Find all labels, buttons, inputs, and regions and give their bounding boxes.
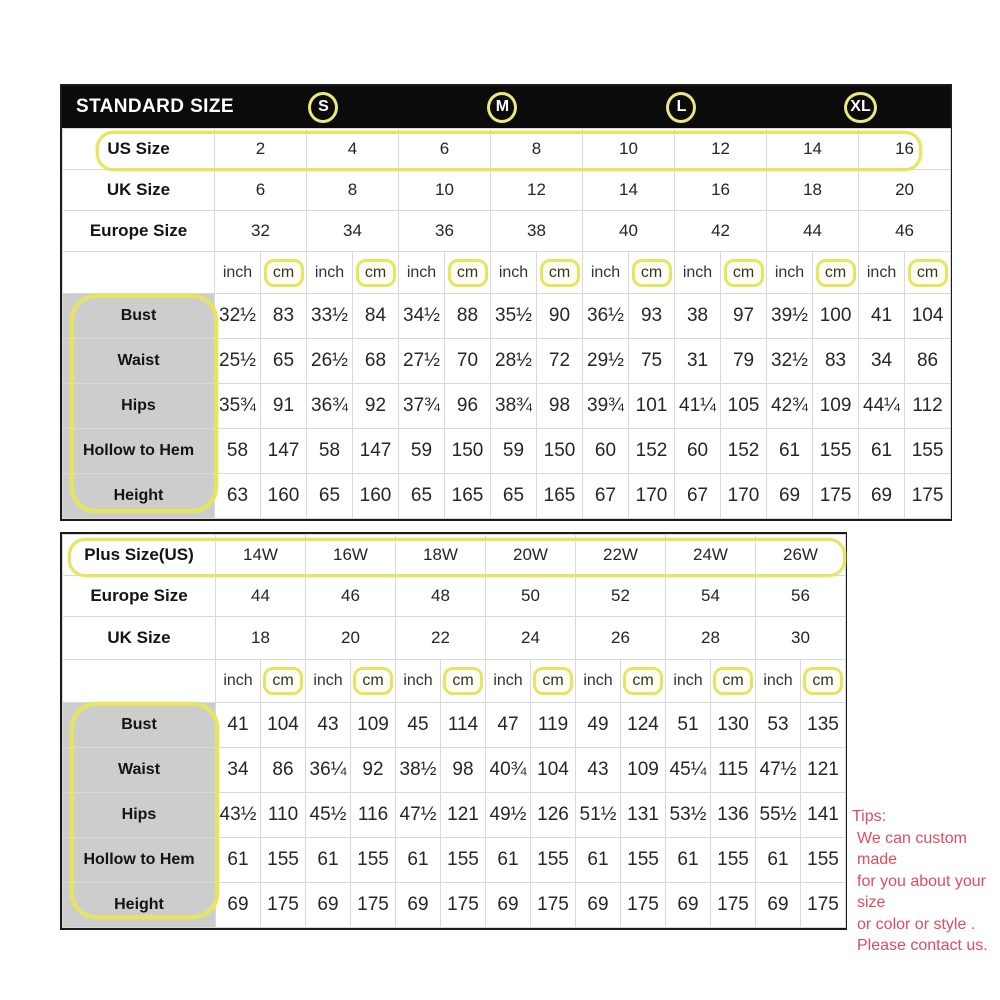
inch-unit-label: inch — [756, 660, 801, 703]
row-label: UK Size — [63, 617, 216, 660]
measure-value: 150 — [537, 429, 583, 474]
measure-value: 33½ — [307, 294, 353, 339]
measure-value: 83 — [261, 294, 307, 339]
measure-value: 37¾ — [399, 384, 445, 429]
cm-unit-cell — [813, 252, 859, 294]
measure-value: 115 — [711, 748, 756, 793]
row-label: Hollow to Hem — [63, 838, 216, 883]
measure-value: 92 — [353, 384, 399, 429]
row-label: Europe Size — [63, 576, 216, 617]
measure-value: 104 — [531, 748, 576, 793]
measure-value: 150 — [445, 429, 491, 474]
measure-value: 47 — [486, 703, 531, 748]
measure-value: 69 — [756, 883, 801, 928]
cm-unit-cell — [801, 660, 846, 703]
cm-unit-cell — [711, 660, 756, 703]
size-value: 16 — [859, 129, 951, 170]
size-value: 14 — [767, 129, 859, 170]
measure-value: 58 — [307, 429, 353, 474]
size-value: 24W — [666, 535, 756, 576]
measure-value: 72 — [537, 339, 583, 384]
size-value: 38 — [491, 211, 583, 252]
measure-value: 29½ — [583, 339, 629, 384]
size-value: 54 — [666, 576, 756, 617]
measure-value: 155 — [905, 429, 951, 474]
row-label-empty — [63, 252, 215, 294]
measure-value: 45¼ — [666, 748, 711, 793]
cm-unit-cell — [721, 252, 767, 294]
size-value: 14W — [216, 535, 306, 576]
measure-value: 67 — [583, 474, 629, 519]
inch-unit-label: inch — [767, 252, 813, 294]
measure-row — [63, 793, 846, 838]
size-value: 34 — [307, 211, 399, 252]
measure-value: 69 — [666, 883, 711, 928]
inch-unit-label: inch — [215, 252, 261, 294]
standard-size-grid — [62, 128, 951, 519]
measure-value: 55½ — [756, 793, 801, 838]
size-bubble-l: L — [666, 92, 696, 123]
measure-row — [63, 429, 951, 474]
size-value: 6 — [215, 170, 307, 211]
row-label: Waist — [63, 339, 215, 384]
measure-value: 40¾ — [486, 748, 531, 793]
measure-value: 126 — [531, 793, 576, 838]
measure-value: 27½ — [399, 339, 445, 384]
cm-unit-cell — [445, 252, 491, 294]
size-value: 28 — [666, 617, 756, 660]
size-value: 22W — [576, 535, 666, 576]
measure-value: 147 — [353, 429, 399, 474]
measure-value: 175 — [351, 883, 396, 928]
measure-value: 61 — [767, 429, 813, 474]
inch-unit-label: inch — [396, 660, 441, 703]
size-row — [63, 211, 951, 252]
size-value: 16W — [306, 535, 396, 576]
measure-value: 61 — [216, 838, 261, 883]
measure-value: 43½ — [216, 793, 261, 838]
cm-unit-cell — [353, 252, 399, 294]
size-value: 18 — [767, 170, 859, 211]
tips-note — [852, 806, 998, 957]
size-value: 18W — [396, 535, 486, 576]
measure-value: 61 — [859, 429, 905, 474]
measure-value: 124 — [621, 703, 666, 748]
measure-value: 34½ — [399, 294, 445, 339]
size-value: 44 — [216, 576, 306, 617]
size-value: 20 — [859, 170, 951, 211]
measure-value: 155 — [351, 838, 396, 883]
measure-value: 35¾ — [215, 384, 261, 429]
measure-value: 147 — [261, 429, 307, 474]
measure-value: 121 — [441, 793, 486, 838]
measure-value: 61 — [756, 838, 801, 883]
measure-value: 165 — [445, 474, 491, 519]
size-value: 56 — [756, 576, 846, 617]
measure-value: 63 — [215, 474, 261, 519]
size-value: 44 — [767, 211, 859, 252]
measure-value: 69 — [396, 883, 441, 928]
size-value: 8 — [491, 129, 583, 170]
size-value: 20W — [486, 535, 576, 576]
measure-value: 116 — [351, 793, 396, 838]
measure-value: 31 — [675, 339, 721, 384]
cm-unit-cell — [629, 252, 675, 294]
measure-value: 160 — [353, 474, 399, 519]
measure-value: 61 — [576, 838, 621, 883]
cm-unit-cell — [531, 660, 576, 703]
measure-value: 175 — [441, 883, 486, 928]
measure-value: 69 — [486, 883, 531, 928]
size-value: 22 — [396, 617, 486, 660]
measure-value: 175 — [621, 883, 666, 928]
measure-value: 69 — [767, 474, 813, 519]
measure-value: 61 — [306, 838, 351, 883]
size-value: 6 — [399, 129, 491, 170]
measure-value: 34 — [216, 748, 261, 793]
row-label: Height — [63, 474, 215, 519]
row-label: US Size — [63, 129, 215, 170]
measure-value: 61 — [486, 838, 531, 883]
size-value: 4 — [307, 129, 399, 170]
cm-unit-highlight: cm — [623, 667, 663, 695]
measure-value: 175 — [813, 474, 859, 519]
measure-value: 32½ — [215, 294, 261, 339]
cm-unit-highlight: cm — [533, 667, 573, 695]
size-value: 32 — [215, 211, 307, 252]
measure-value: 67 — [675, 474, 721, 519]
size-bubble-xl: XL — [844, 92, 876, 123]
measure-value: 59 — [491, 429, 537, 474]
measure-value: 155 — [621, 838, 666, 883]
measure-value: 65 — [491, 474, 537, 519]
measure-value: 91 — [261, 384, 307, 429]
measure-value: 39½ — [767, 294, 813, 339]
size-value: 48 — [396, 576, 486, 617]
row-label: Hollow to Hem — [63, 429, 215, 474]
measure-value: 84 — [353, 294, 399, 339]
measure-value: 98 — [537, 384, 583, 429]
size-value: 26 — [576, 617, 666, 660]
measure-value: 41 — [216, 703, 261, 748]
measure-value: 170 — [629, 474, 675, 519]
measure-value: 155 — [711, 838, 756, 883]
cm-unit-highlight: cm — [443, 667, 483, 695]
size-value: 2 — [215, 129, 307, 170]
cm-unit-highlight: cm — [816, 259, 856, 287]
row-label: Hips — [63, 793, 216, 838]
inch-unit-label: inch — [307, 252, 353, 294]
standard-size-header-bar — [62, 86, 950, 128]
measure-value: 155 — [801, 838, 846, 883]
tips-title: Tips: — [852, 808, 887, 825]
measure-value: 65 — [399, 474, 445, 519]
size-bubble-s: S — [308, 92, 338, 123]
measure-value: 75 — [629, 339, 675, 384]
inch-unit-label: inch — [306, 660, 351, 703]
measure-value: 51 — [666, 703, 711, 748]
measure-value: 155 — [531, 838, 576, 883]
measure-value: 86 — [261, 748, 306, 793]
measure-value: 135 — [801, 703, 846, 748]
cm-unit-highlight: cm — [632, 259, 672, 287]
size-bubble-m: M — [487, 92, 517, 123]
measure-value: 131 — [621, 793, 666, 838]
measure-value: 36¾ — [307, 384, 353, 429]
cm-unit-cell — [441, 660, 486, 703]
inch-unit-label: inch — [576, 660, 621, 703]
measure-value: 36¼ — [306, 748, 351, 793]
measure-value: 25½ — [215, 339, 261, 384]
measure-value: 53 — [756, 703, 801, 748]
measure-row — [63, 748, 846, 793]
unit-row — [63, 660, 846, 703]
row-label: Hips — [63, 384, 215, 429]
measure-value: 70 — [445, 339, 491, 384]
measure-value: 58 — [215, 429, 261, 474]
tips-line: We can custom made — [857, 829, 967, 868]
cm-unit-highlight: cm — [724, 259, 764, 287]
measure-value: 79 — [721, 339, 767, 384]
row-label: Europe Size — [63, 211, 215, 252]
size-bubble-row — [234, 86, 950, 128]
cm-unit-highlight: cm — [263, 667, 303, 695]
measure-value: 61 — [666, 838, 711, 883]
measure-value: 86 — [905, 339, 951, 384]
measure-value: 155 — [813, 429, 859, 474]
measure-value: 53½ — [666, 793, 711, 838]
measure-value: 45½ — [306, 793, 351, 838]
cm-unit-cell — [621, 660, 666, 703]
measure-row — [63, 474, 951, 519]
measure-value: 152 — [721, 429, 767, 474]
measure-value: 155 — [441, 838, 486, 883]
measure-value: 175 — [531, 883, 576, 928]
measure-value: 141 — [801, 793, 846, 838]
measure-row — [63, 339, 951, 384]
measure-value: 175 — [905, 474, 951, 519]
measure-value: 109 — [813, 384, 859, 429]
measure-value: 88 — [445, 294, 491, 339]
cm-unit-highlight: cm — [264, 259, 304, 287]
measure-value: 61 — [396, 838, 441, 883]
size-value: 18 — [216, 617, 306, 660]
size-row — [63, 535, 846, 576]
measure-value: 69 — [306, 883, 351, 928]
cm-unit-highlight: cm — [540, 259, 580, 287]
inch-unit-label: inch — [216, 660, 261, 703]
measure-value: 152 — [629, 429, 675, 474]
row-label: Bust — [63, 294, 215, 339]
measure-value: 38½ — [396, 748, 441, 793]
measure-value: 60 — [675, 429, 721, 474]
cm-unit-highlight: cm — [353, 667, 393, 695]
size-value: 12 — [491, 170, 583, 211]
measure-value: 26½ — [307, 339, 353, 384]
plus-size-grid — [62, 534, 846, 928]
measure-value: 41¼ — [675, 384, 721, 429]
measure-value: 175 — [711, 883, 756, 928]
cm-unit-cell — [537, 252, 583, 294]
inch-unit-label: inch — [859, 252, 905, 294]
measure-value: 44¼ — [859, 384, 905, 429]
measure-value: 100 — [813, 294, 859, 339]
measure-value: 101 — [629, 384, 675, 429]
measure-value: 68 — [353, 339, 399, 384]
cm-unit-cell — [905, 252, 951, 294]
size-row — [63, 170, 951, 211]
measure-value: 96 — [445, 384, 491, 429]
cm-unit-cell — [351, 660, 396, 703]
measure-value: 165 — [537, 474, 583, 519]
row-label: UK Size — [63, 170, 215, 211]
size-row — [63, 129, 951, 170]
size-value: 42 — [675, 211, 767, 252]
measure-row — [63, 294, 951, 339]
measure-value: 130 — [711, 703, 756, 748]
inch-unit-label: inch — [491, 252, 537, 294]
size-value: 20 — [306, 617, 396, 660]
tips-line: Please contact us. — [857, 937, 988, 954]
plus-size-table — [60, 532, 847, 930]
measure-value: 175 — [261, 883, 306, 928]
measure-value: 41 — [859, 294, 905, 339]
size-row — [63, 576, 846, 617]
size-value: 14 — [583, 170, 675, 211]
measure-value: 104 — [905, 294, 951, 339]
row-label-empty — [63, 660, 216, 703]
tips-line: for you about your size — [857, 872, 986, 911]
tips-line: or color or style . — [857, 915, 976, 933]
measure-value: 39¾ — [583, 384, 629, 429]
measure-value: 69 — [216, 883, 261, 928]
measure-value: 114 — [441, 703, 486, 748]
measure-value: 112 — [905, 384, 951, 429]
measure-value: 42¾ — [767, 384, 813, 429]
measure-value: 90 — [537, 294, 583, 339]
size-value: 52 — [576, 576, 666, 617]
measure-value: 93 — [629, 294, 675, 339]
size-value: 50 — [486, 576, 576, 617]
measure-row — [63, 838, 846, 883]
measure-value: 34 — [859, 339, 905, 384]
measure-value: 35½ — [491, 294, 537, 339]
size-value: 26W — [756, 535, 846, 576]
inch-unit-label: inch — [399, 252, 445, 294]
measure-value: 28½ — [491, 339, 537, 384]
standard-size-table — [60, 84, 952, 521]
cm-unit-highlight: cm — [713, 667, 753, 695]
measure-value: 69 — [576, 883, 621, 928]
measure-value: 36½ — [583, 294, 629, 339]
size-value: 10 — [399, 170, 491, 211]
size-value: 40 — [583, 211, 675, 252]
measure-value: 32½ — [767, 339, 813, 384]
measure-value: 38 — [675, 294, 721, 339]
measure-value: 47½ — [756, 748, 801, 793]
measure-value: 49 — [576, 703, 621, 748]
cm-unit-cell — [261, 660, 306, 703]
measure-value: 59 — [399, 429, 445, 474]
measure-value: 155 — [261, 838, 306, 883]
measure-value: 105 — [721, 384, 767, 429]
measure-value: 136 — [711, 793, 756, 838]
measure-value: 97 — [721, 294, 767, 339]
inch-unit-label: inch — [675, 252, 721, 294]
measure-value: 51½ — [576, 793, 621, 838]
measure-value: 43 — [306, 703, 351, 748]
size-value: 30 — [756, 617, 846, 660]
row-label: Bust — [63, 703, 216, 748]
size-value: 16 — [675, 170, 767, 211]
measure-value: 109 — [351, 703, 396, 748]
size-value: 24 — [486, 617, 576, 660]
measure-value: 109 — [621, 748, 666, 793]
size-value: 12 — [675, 129, 767, 170]
measure-row — [63, 384, 951, 429]
measure-value: 98 — [441, 748, 486, 793]
standard-size-title: STANDARD SIZE — [76, 96, 234, 117]
measure-value: 170 — [721, 474, 767, 519]
measure-value: 69 — [859, 474, 905, 519]
size-value: 46 — [859, 211, 951, 252]
measure-value: 60 — [583, 429, 629, 474]
measure-value: 104 — [261, 703, 306, 748]
measure-value: 38¾ — [491, 384, 537, 429]
measure-value: 92 — [351, 748, 396, 793]
measure-value: 49½ — [486, 793, 531, 838]
size-value: 46 — [306, 576, 396, 617]
size-value: 10 — [583, 129, 675, 170]
measure-value: 160 — [261, 474, 307, 519]
measure-value: 110 — [261, 793, 306, 838]
measure-value: 83 — [813, 339, 859, 384]
measure-value: 119 — [531, 703, 576, 748]
cm-unit-cell — [261, 252, 307, 294]
measure-value: 43 — [576, 748, 621, 793]
row-label: Waist — [63, 748, 216, 793]
measure-value: 175 — [801, 883, 846, 928]
measure-value: 65 — [261, 339, 307, 384]
measure-value: 45 — [396, 703, 441, 748]
measure-row — [63, 883, 846, 928]
inch-unit-label: inch — [583, 252, 629, 294]
unit-row — [63, 252, 951, 294]
measure-value: 47½ — [396, 793, 441, 838]
cm-unit-highlight: cm — [908, 259, 948, 287]
measure-value: 65 — [307, 474, 353, 519]
row-label: Plus Size(US) — [63, 535, 216, 576]
measure-row — [63, 703, 846, 748]
row-label: Height — [63, 883, 216, 928]
inch-unit-label: inch — [486, 660, 531, 703]
inch-unit-label: inch — [666, 660, 711, 703]
size-value: 36 — [399, 211, 491, 252]
size-row — [63, 617, 846, 660]
cm-unit-highlight: cm — [356, 259, 396, 287]
cm-unit-highlight: cm — [448, 259, 488, 287]
measure-value: 121 — [801, 748, 846, 793]
size-value: 8 — [307, 170, 399, 211]
cm-unit-highlight: cm — [803, 667, 843, 695]
